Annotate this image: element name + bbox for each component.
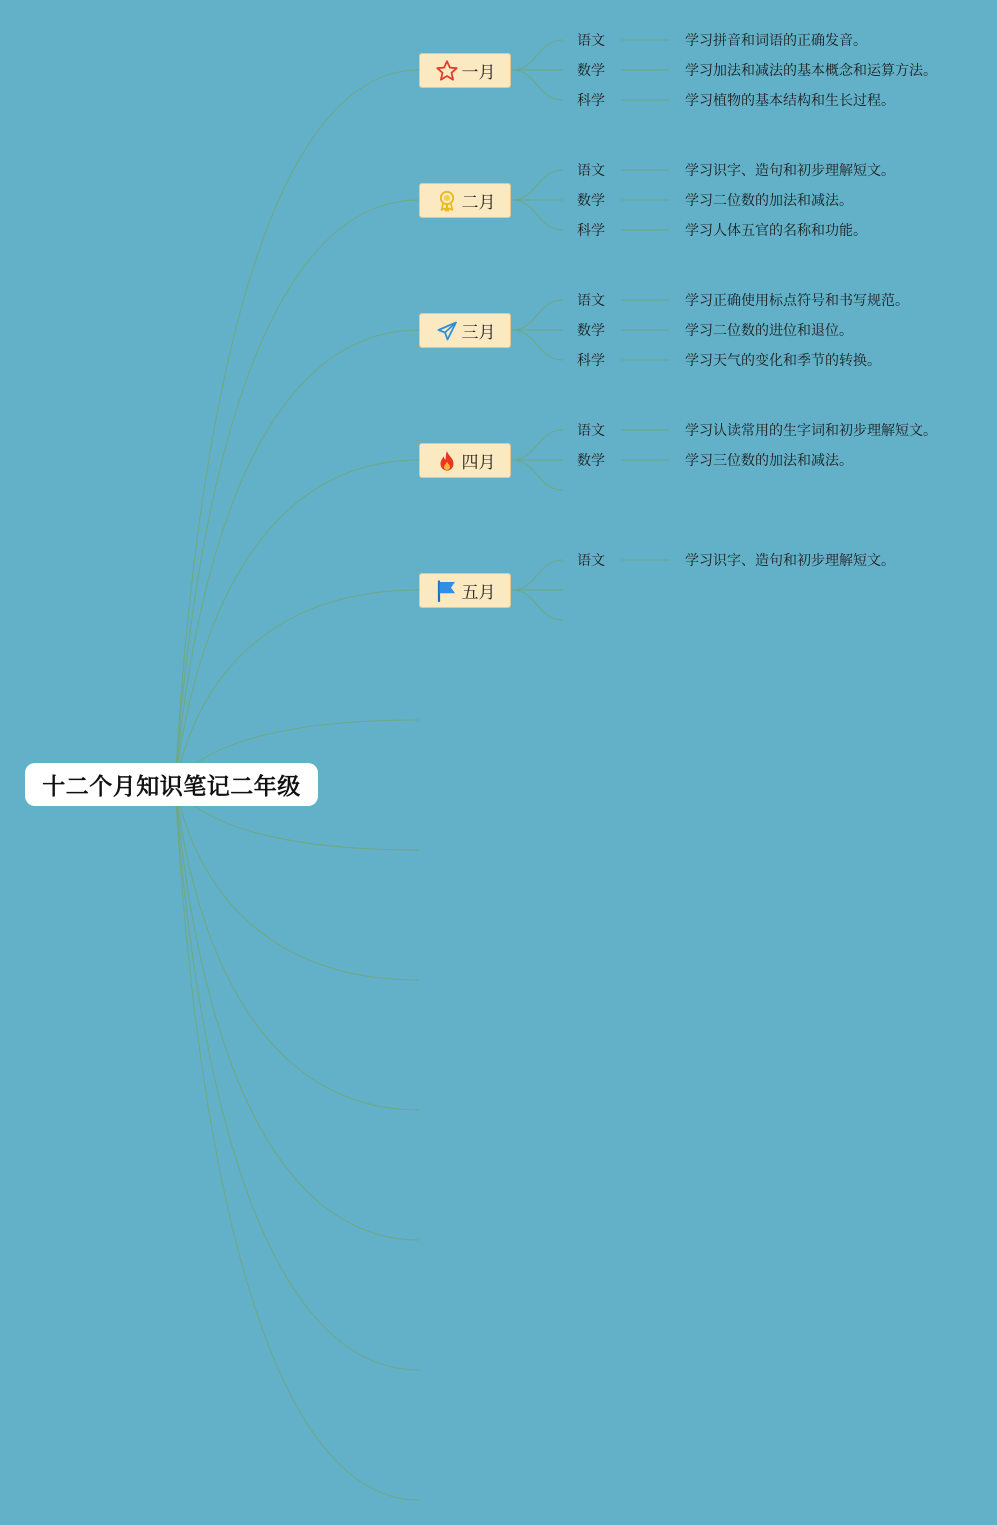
subject-note[interactable]: 学习加法和减法的基本概念和运算方法。 (685, 63, 937, 79)
subject-note[interactable]: 学习天气的变化和季节的转换。 (685, 353, 881, 369)
month-subject-connector (512, 560, 563, 590)
star-icon (435, 59, 459, 83)
month-subject-connector (512, 460, 563, 490)
subject-math[interactable]: 数学 (577, 63, 605, 79)
month-subject-connector (512, 170, 563, 200)
month-subject-connector (512, 40, 563, 70)
root-branch-connector (175, 460, 419, 785)
month-subject-connector (512, 70, 563, 100)
month-node-march[interactable] (419, 313, 511, 348)
subject-note[interactable]: 学习正确使用标点符号和书写规范。 (685, 293, 909, 309)
fire-icon (435, 449, 459, 473)
month-subject-connector (512, 430, 563, 460)
root-title: 十二个月知识笔记二年级 (42, 774, 301, 800)
subject-note[interactable]: 学习认读常用的生字词和初步理解短文。 (685, 423, 937, 439)
subject-note[interactable]: 学习三位数的加法和减法。 (685, 453, 853, 469)
month-node-april[interactable] (419, 443, 511, 478)
subject-note[interactable]: 学习二位数的进位和退位。 (685, 323, 853, 339)
root-topic[interactable] (25, 763, 318, 806)
month-label: 五月 (461, 583, 496, 603)
subject-note[interactable]: 学习二位数的加法和减法。 (685, 193, 853, 209)
subject-note[interactable]: 学习拼音和词语的正确发音。 (685, 33, 867, 49)
month-label: 一月 (461, 63, 496, 83)
root-branch-connector (175, 330, 419, 785)
paper-plane-icon (435, 319, 459, 343)
month-label: 四月 (461, 453, 496, 473)
month-label: 三月 (461, 323, 496, 343)
root-branch-connector (175, 70, 419, 785)
subject-chinese[interactable]: 语文 (577, 293, 605, 309)
root-branch-connector (175, 785, 419, 1240)
month-node-may[interactable] (419, 573, 511, 608)
root-branch-connector (175, 785, 419, 1500)
month-label: 二月 (461, 193, 496, 213)
subject-science[interactable]: 科学 (577, 93, 605, 109)
month-subject-connector (512, 300, 563, 330)
root-branch-connector (175, 785, 419, 980)
subject-chinese[interactable]: 语文 (577, 163, 605, 179)
month-node-january[interactable] (419, 53, 511, 88)
root-branch-connector (175, 200, 419, 785)
subject-chinese[interactable]: 语文 (577, 553, 605, 569)
flag-icon (435, 579, 459, 603)
subject-chinese[interactable]: 语文 (577, 33, 605, 49)
root-branch-connector (175, 785, 419, 1110)
subject-note[interactable]: 学习识字、造句和初步理解短文。 (685, 163, 895, 179)
subject-note[interactable]: 学习识字、造句和初步理解短文。 (685, 553, 895, 569)
subject-math[interactable]: 数学 (577, 453, 605, 469)
month-subject-connector (512, 590, 563, 620)
subject-math[interactable]: 数学 (577, 323, 605, 339)
month-node-february[interactable] (419, 183, 511, 218)
root-branch-connector (175, 785, 419, 1370)
subject-science[interactable]: 科学 (577, 223, 605, 239)
subject-note[interactable]: 学习人体五官的名称和功能。 (685, 223, 867, 239)
subject-chinese[interactable]: 语文 (577, 423, 605, 439)
month-subject-connector (512, 330, 563, 360)
subject-math[interactable]: 数学 (577, 193, 605, 209)
month-subject-connector (512, 200, 563, 230)
medal-icon (435, 189, 459, 213)
root-branch-connector (175, 590, 419, 785)
subject-science[interactable]: 科学 (577, 353, 605, 369)
subject-note[interactable]: 学习植物的基本结构和生长过程。 (685, 93, 895, 109)
